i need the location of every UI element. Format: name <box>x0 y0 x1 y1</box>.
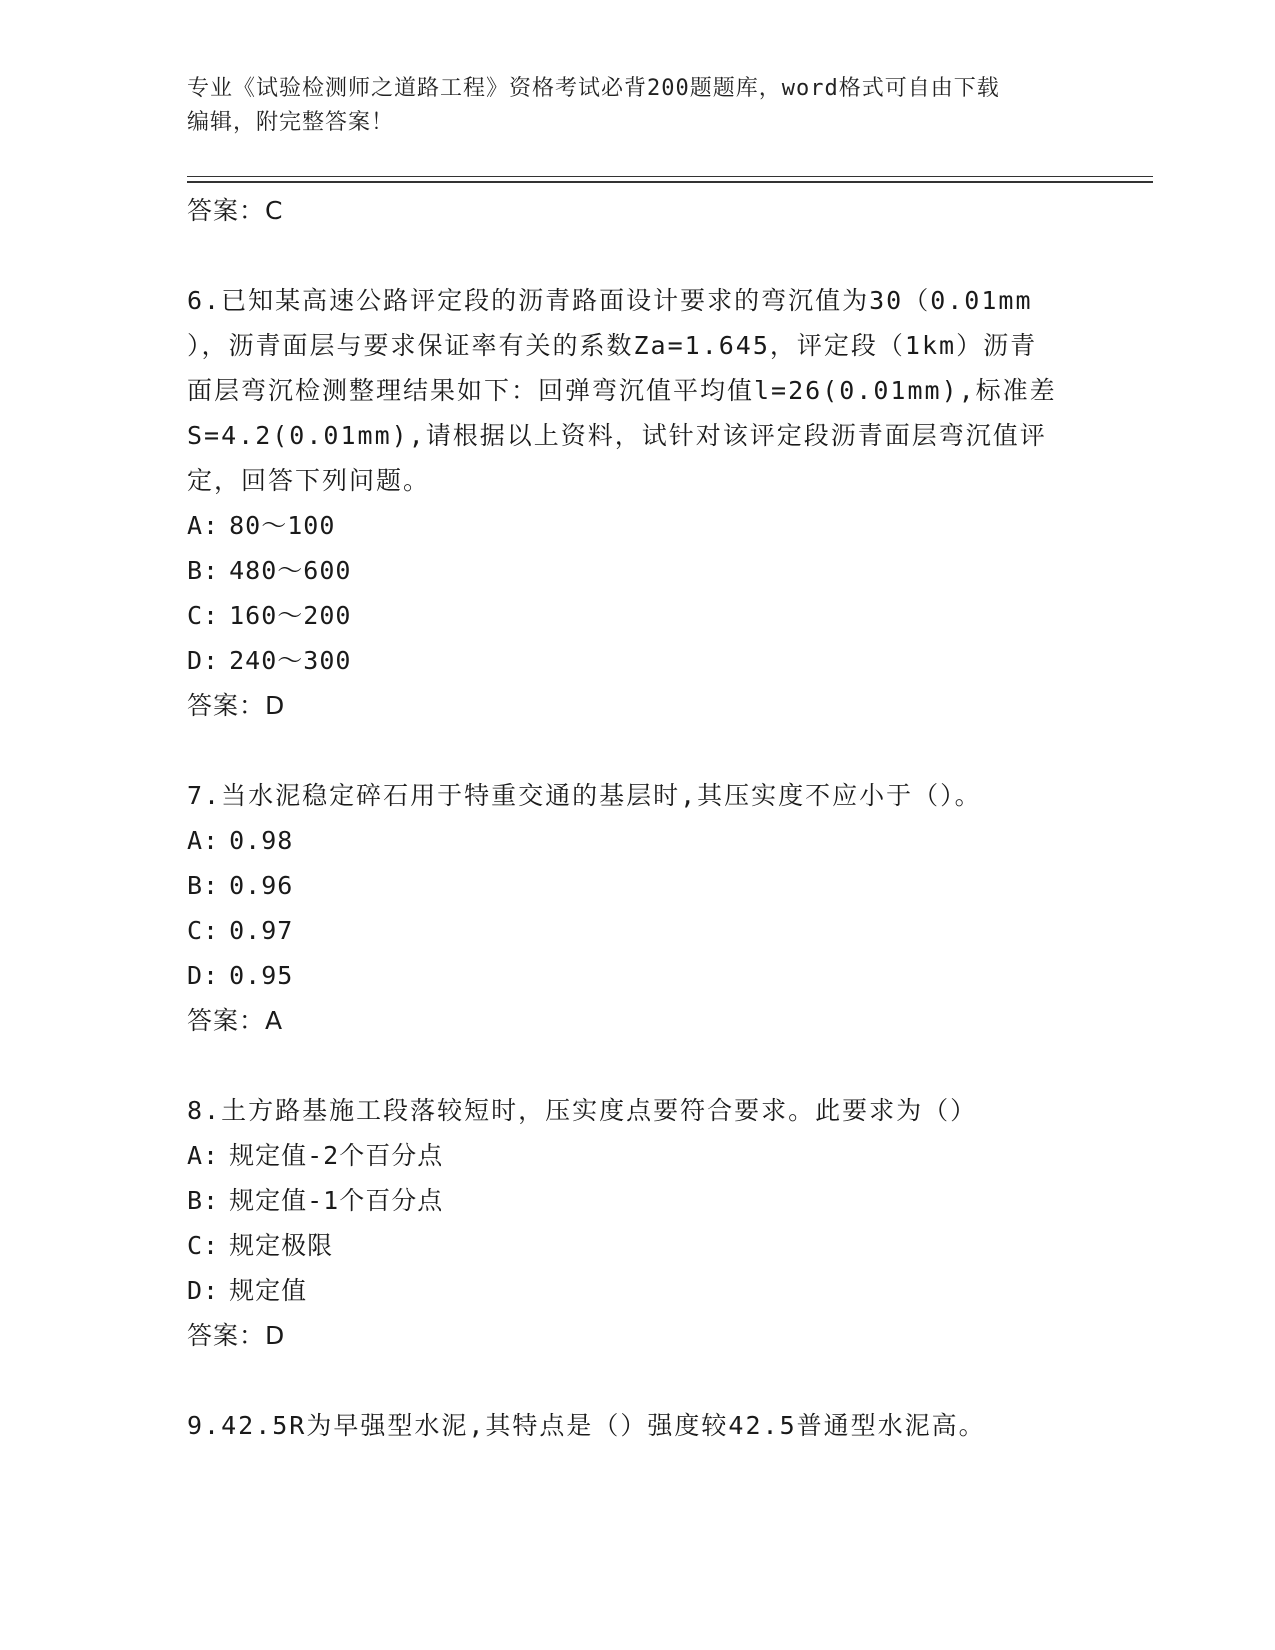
option-b <box>187 548 1087 593</box>
answer-line: 答案：D <box>187 691 286 720</box>
option-c <box>187 908 1087 953</box>
question-block <box>187 773 1087 1044</box>
option-label: B: <box>187 556 220 585</box>
option-label: D: <box>187 1276 220 1305</box>
option-label: C: <box>187 916 220 945</box>
option-text: 规定值-2个百分点 <box>229 1141 444 1170</box>
question-stem: 7.当水泥稳定碎石用于特重交通的基层时,其压实度不应小于（）。 <box>187 781 982 810</box>
option-label: D: <box>187 646 220 675</box>
document-body <box>187 188 1087 1448</box>
option-label: A: <box>187 1141 220 1170</box>
answer-line: 答案：A <box>187 1006 284 1035</box>
question-block <box>187 278 1087 729</box>
option-d <box>187 1268 1087 1313</box>
question-stem: 8.土方路基施工段落较短时，压实度点要符合要求。此要求为（） <box>187 1096 978 1125</box>
option-text: 240～300 <box>229 646 352 675</box>
option-b <box>187 1178 1087 1223</box>
answer-line: 答案：C <box>187 196 284 225</box>
header-divider-thick <box>187 181 1153 183</box>
option-b <box>187 863 1087 908</box>
header-line-2: 编辑，附完整答案！ <box>187 110 395 135</box>
header-line-1: 专业《试验检测师之道路工程》资格考试必背200题题库，word格式可自由下载 <box>187 76 1000 101</box>
option-label: A: <box>187 826 220 855</box>
option-text: 规定极限 <box>229 1231 334 1260</box>
option-label: A: <box>187 511 220 540</box>
option-label: B: <box>187 1186 220 1215</box>
option-c <box>187 593 1087 638</box>
option-d <box>187 953 1087 998</box>
option-label: D: <box>187 961 220 990</box>
option-text: 0.95 <box>229 961 294 990</box>
option-c <box>187 1223 1087 1268</box>
question-block <box>187 1088 1087 1359</box>
header-divider-thin <box>187 176 1153 177</box>
option-text: 160～200 <box>229 601 352 630</box>
answer-line: 答案：D <box>187 1321 286 1350</box>
option-text: 0.98 <box>229 826 294 855</box>
option-d <box>187 638 1087 683</box>
option-label: C: <box>187 1231 220 1260</box>
option-text: 80～100 <box>229 511 336 540</box>
question-stem: 6.已知某高速公路评定段的沥青路面设计要求的弯沉值为30（0.01mm ），沥青面层与要求保证率有关的系数Za=1.645，评定段（1km）沥青 面层弯沉检测整理结果如下：回弹弯沉值平均值l=26(0.01mm),标准差 S=4.2(0.01mm),请根据以上资料，试针对该评定段沥青面层弯沉值评 定，回答下列问题。 <box>187 286 1057 495</box>
option-text: 480～600 <box>229 556 352 585</box>
option-text: 0.97 <box>229 916 294 945</box>
option-text: 规定值-1个百分点 <box>229 1186 444 1215</box>
option-label: B: <box>187 871 220 900</box>
option-a <box>187 818 1087 863</box>
question-block <box>187 1403 1087 1448</box>
page-header <box>187 72 1087 140</box>
option-text: 0.96 <box>229 871 294 900</box>
option-a <box>187 503 1087 548</box>
option-label: C: <box>187 601 220 630</box>
option-a <box>187 1133 1087 1178</box>
question-stem: 9.42.5R为早强型水泥,其特点是（）强度较42.5普通型水泥高。 <box>187 1411 986 1440</box>
option-text: 规定值 <box>229 1276 308 1305</box>
